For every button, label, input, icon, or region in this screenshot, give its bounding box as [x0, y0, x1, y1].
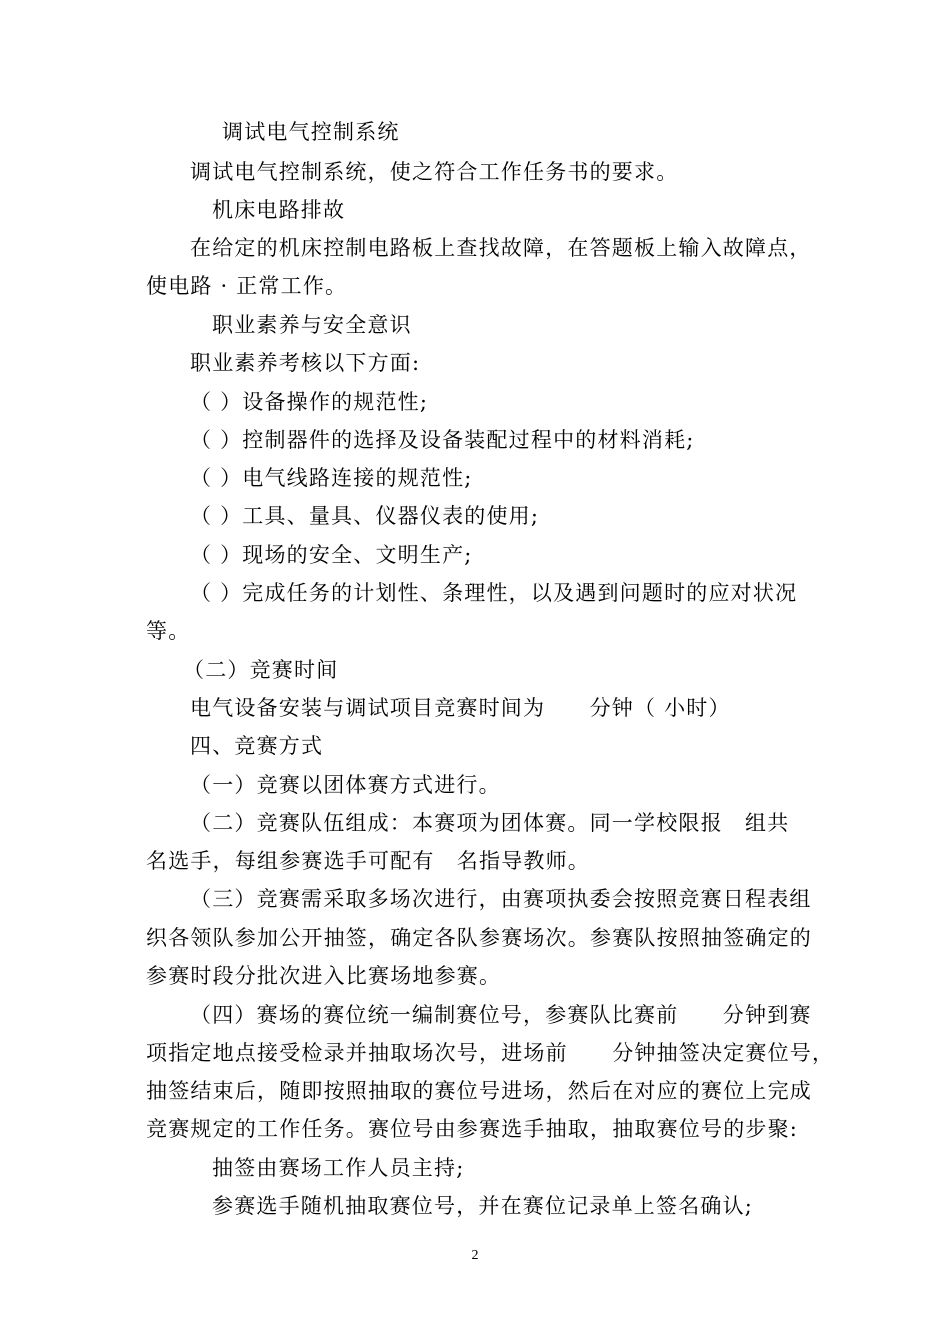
page-number: 2	[471, 1248, 479, 1263]
paragraph-line: 参赛时段分批次进入比赛场地参赛。	[146, 964, 502, 988]
paragraph-line: 职业素养考核以下方面:	[190, 351, 421, 375]
heading-machine-circuit-troubleshooting: 机床电路排故	[212, 198, 346, 222]
list-item: （ ）设备操作的规范性;	[190, 390, 429, 414]
list-item: （ ）控制器件的选择及设备装配过程中的材料消耗;	[190, 428, 695, 452]
paragraph-line: 使电路 · 正常工作。	[146, 274, 348, 298]
heading-debug-electrical-control: 调试电气控制系统	[222, 120, 400, 144]
paragraph-line: 等。	[146, 619, 191, 643]
paragraph-line: （一）竞赛以团体赛方式进行。	[190, 773, 501, 797]
paragraph-line: （三）竞赛需采取多场次进行，由赛项执委会按照竞赛日程表组	[190, 887, 812, 911]
paragraph-line: 在给定的机床控制电路板上查找故障，在答题板上输入故障点，	[190, 236, 812, 260]
paragraph-line: 竞赛规定的工作任务。赛位号由参赛选手抽取，抽取赛位号的步聚:	[146, 1117, 799, 1141]
list-item: （ ）电气线路连接的规范性;	[190, 466, 473, 490]
list-item: （ ）工具、量具、仪器仪表的使用;	[190, 504, 540, 528]
list-item: （ ）现场的安全、文明生产;	[190, 543, 473, 567]
list-item: 抽签由赛场工作人员主持;	[212, 1156, 465, 1180]
heading-professional-quality-safety: 职业素养与安全意识	[212, 313, 412, 337]
paragraph-line: 项指定地点接受检录并抽取场次号，进场前 分钟抽签决定赛位号，	[146, 1041, 835, 1065]
list-item: （ ）完成任务的计划性、条理性，以及遇到问题时的应对状况	[190, 581, 798, 605]
paragraph-line: 织各领队参加公开抽签，确定各队参赛场次。参赛队按照抽签确定的	[146, 926, 812, 950]
heading-competition-format: 四、竞赛方式	[190, 734, 324, 758]
paragraph-line: 名选手，每组参赛选手可配有 名指导教师。	[146, 849, 590, 873]
paragraph-line: 电气设备安装与调试项目竞赛时间为 分钟（ 小时）	[190, 696, 731, 720]
paragraph-line: （二）竞赛队伍组成：本赛项为团体赛。同一学校限报 组共	[190, 811, 790, 835]
paragraph-line: 抽签结束后，随即按照抽取的赛位号进场，然后在对应的赛位上完成	[146, 1079, 812, 1103]
heading-competition-time: （二）竞赛时间	[183, 658, 339, 682]
paragraph-line: 调试电气控制系统，使之符合工作任务书的要求。	[190, 160, 679, 184]
list-item: 参赛选手随机抽取赛位号，并在赛位记录单上签名确认;	[212, 1194, 754, 1218]
paragraph-line: （四）赛场的赛位统一编制赛位号，参赛队比赛前 分钟到赛	[190, 1003, 812, 1027]
